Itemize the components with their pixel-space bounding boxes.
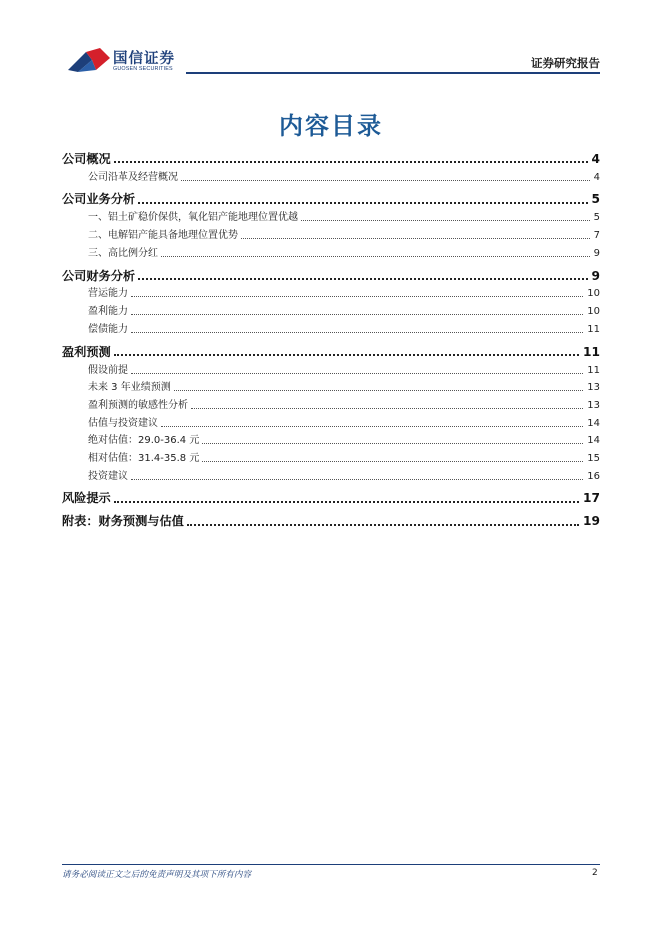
toc-subsection-entry[interactable] xyxy=(62,464,600,482)
toc-entry-title: 一、铝土矿稳价保供，氧化铝产能地理位置优越 xyxy=(88,212,298,224)
report-type-label: 证券研究报告 xyxy=(531,56,600,70)
toc-entry-page: 5 xyxy=(591,192,600,207)
toc-entry-title: 公司概况 xyxy=(62,151,111,166)
toc-entry-page: 11 xyxy=(587,364,600,376)
toc-dot-leader xyxy=(241,238,590,239)
toc-entry-page: 13 xyxy=(587,399,600,411)
toc-dot-leader xyxy=(202,443,583,444)
toc-section-entry[interactable] xyxy=(62,508,600,528)
toc-subsection-entry[interactable] xyxy=(62,429,600,447)
toc-subsection-entry[interactable] xyxy=(62,446,600,464)
toc-dot-leader xyxy=(131,332,583,333)
toc-entry-title: 投资建议 xyxy=(88,470,128,482)
toc-entry-page: 16 xyxy=(587,470,600,482)
toc-dot-leader xyxy=(131,373,583,374)
toc-entry-page: 11 xyxy=(583,344,600,359)
footer-divider xyxy=(62,864,600,865)
toc-entry-title: 三、高比例分红 xyxy=(88,247,158,259)
toc-subsection-entry[interactable] xyxy=(62,282,600,300)
toc-entry-page: 19 xyxy=(583,514,600,529)
toc-entry-title: 绝对估值：29.0-36.4 元 xyxy=(88,435,200,447)
toc-subsection-entry[interactable] xyxy=(62,206,600,224)
toc-dot-leader xyxy=(138,202,587,204)
toc-dot-leader xyxy=(114,501,579,503)
toc-entry-title: 公司沿革及经营概况 xyxy=(88,171,178,183)
toc-subsection-entry[interactable] xyxy=(62,411,600,429)
toc-entry-title: 未来 3 年业绩预测 xyxy=(88,382,171,394)
toc-subsection-entry[interactable] xyxy=(62,376,600,394)
toc-entry-title: 公司业务分析 xyxy=(62,192,136,207)
toc-entry-page: 4 xyxy=(591,151,600,166)
toc-subsection-entry[interactable] xyxy=(62,241,600,259)
toc-dot-leader xyxy=(161,256,590,257)
header-divider xyxy=(186,72,600,74)
toc-entry-page: 9 xyxy=(591,268,600,283)
toc-entry-page: 7 xyxy=(593,230,600,242)
toc-dot-leader xyxy=(114,161,588,163)
toc-dot-leader xyxy=(191,408,583,409)
toc-entry-title: 假设前提 xyxy=(88,364,128,376)
toc-subsection-entry[interactable] xyxy=(62,299,600,317)
table-of-contents xyxy=(62,142,600,528)
toc-entry-page: 10 xyxy=(587,306,600,318)
toc-entry-page: 9 xyxy=(593,247,600,259)
toc-section-entry[interactable] xyxy=(62,338,600,358)
toc-dot-leader xyxy=(161,426,583,427)
toc-dot-leader xyxy=(181,180,590,181)
toc-subsection-entry[interactable] xyxy=(62,165,600,183)
toc-dot-leader xyxy=(131,314,583,315)
toc-dot-leader xyxy=(301,220,590,221)
page-number: 2 xyxy=(592,868,598,878)
toc-entry-title: 盈利预测 xyxy=(62,344,111,359)
toc-dot-leader xyxy=(174,390,584,391)
toc-entry-title: 估值与投资建议 xyxy=(88,417,158,429)
toc-subsection-entry[interactable] xyxy=(62,358,600,376)
toc-entry-title: 营运能力 xyxy=(88,288,128,300)
logo-english-name: GUOSEN SECURITIES xyxy=(113,66,173,72)
toc-dot-leader xyxy=(131,479,583,480)
toc-dot-leader xyxy=(187,524,579,526)
toc-dot-leader xyxy=(114,354,579,356)
toc-subsection-entry[interactable] xyxy=(62,393,600,411)
toc-entry-title: 相对估值：31.4-35.8 元 xyxy=(88,452,200,464)
toc-entry-title: 附表：财务预测与估值 xyxy=(62,514,184,529)
toc-entry-title: 盈利能力 xyxy=(88,306,128,318)
toc-dot-leader xyxy=(138,278,587,280)
company-logo xyxy=(66,46,186,78)
toc-entry-title: 二、电解铝产能具备地理位置优势 xyxy=(88,230,238,242)
toc-section-entry[interactable] xyxy=(62,262,600,282)
toc-entry-page: 15 xyxy=(587,452,600,464)
toc-entry-title: 盈利预测的敏感性分析 xyxy=(88,399,188,411)
toc-entry-title: 风险提示 xyxy=(62,491,111,506)
toc-subsection-entry[interactable] xyxy=(62,223,600,241)
toc-entry-page: 10 xyxy=(587,288,600,300)
guosen-logo-icon xyxy=(66,46,112,76)
toc-entry-page: 14 xyxy=(587,435,600,447)
toc-section-entry[interactable] xyxy=(62,145,600,165)
toc-entry-title: 公司财务分析 xyxy=(62,268,136,283)
toc-entry-page: 13 xyxy=(587,382,600,394)
toc-title: 内容目录 xyxy=(279,112,383,140)
toc-entry-page: 4 xyxy=(593,171,600,183)
logo-chinese-name: 国信证券 xyxy=(113,51,175,67)
toc-entry-page: 17 xyxy=(583,491,600,506)
toc-section-entry[interactable] xyxy=(62,485,600,505)
toc-dot-leader xyxy=(202,461,583,462)
toc-entry-title: 偿债能力 xyxy=(88,323,128,335)
toc-subsection-entry[interactable] xyxy=(62,317,600,335)
toc-section-entry[interactable] xyxy=(62,186,600,206)
toc-entry-page: 14 xyxy=(587,417,600,429)
toc-entry-page: 11 xyxy=(587,323,600,335)
toc-dot-leader xyxy=(131,296,583,297)
toc-entry-page: 5 xyxy=(593,212,600,224)
page-header xyxy=(0,0,662,80)
disclaimer-note: 请务必阅读正文之后的免责声明及其项下所有内容 xyxy=(62,870,252,880)
